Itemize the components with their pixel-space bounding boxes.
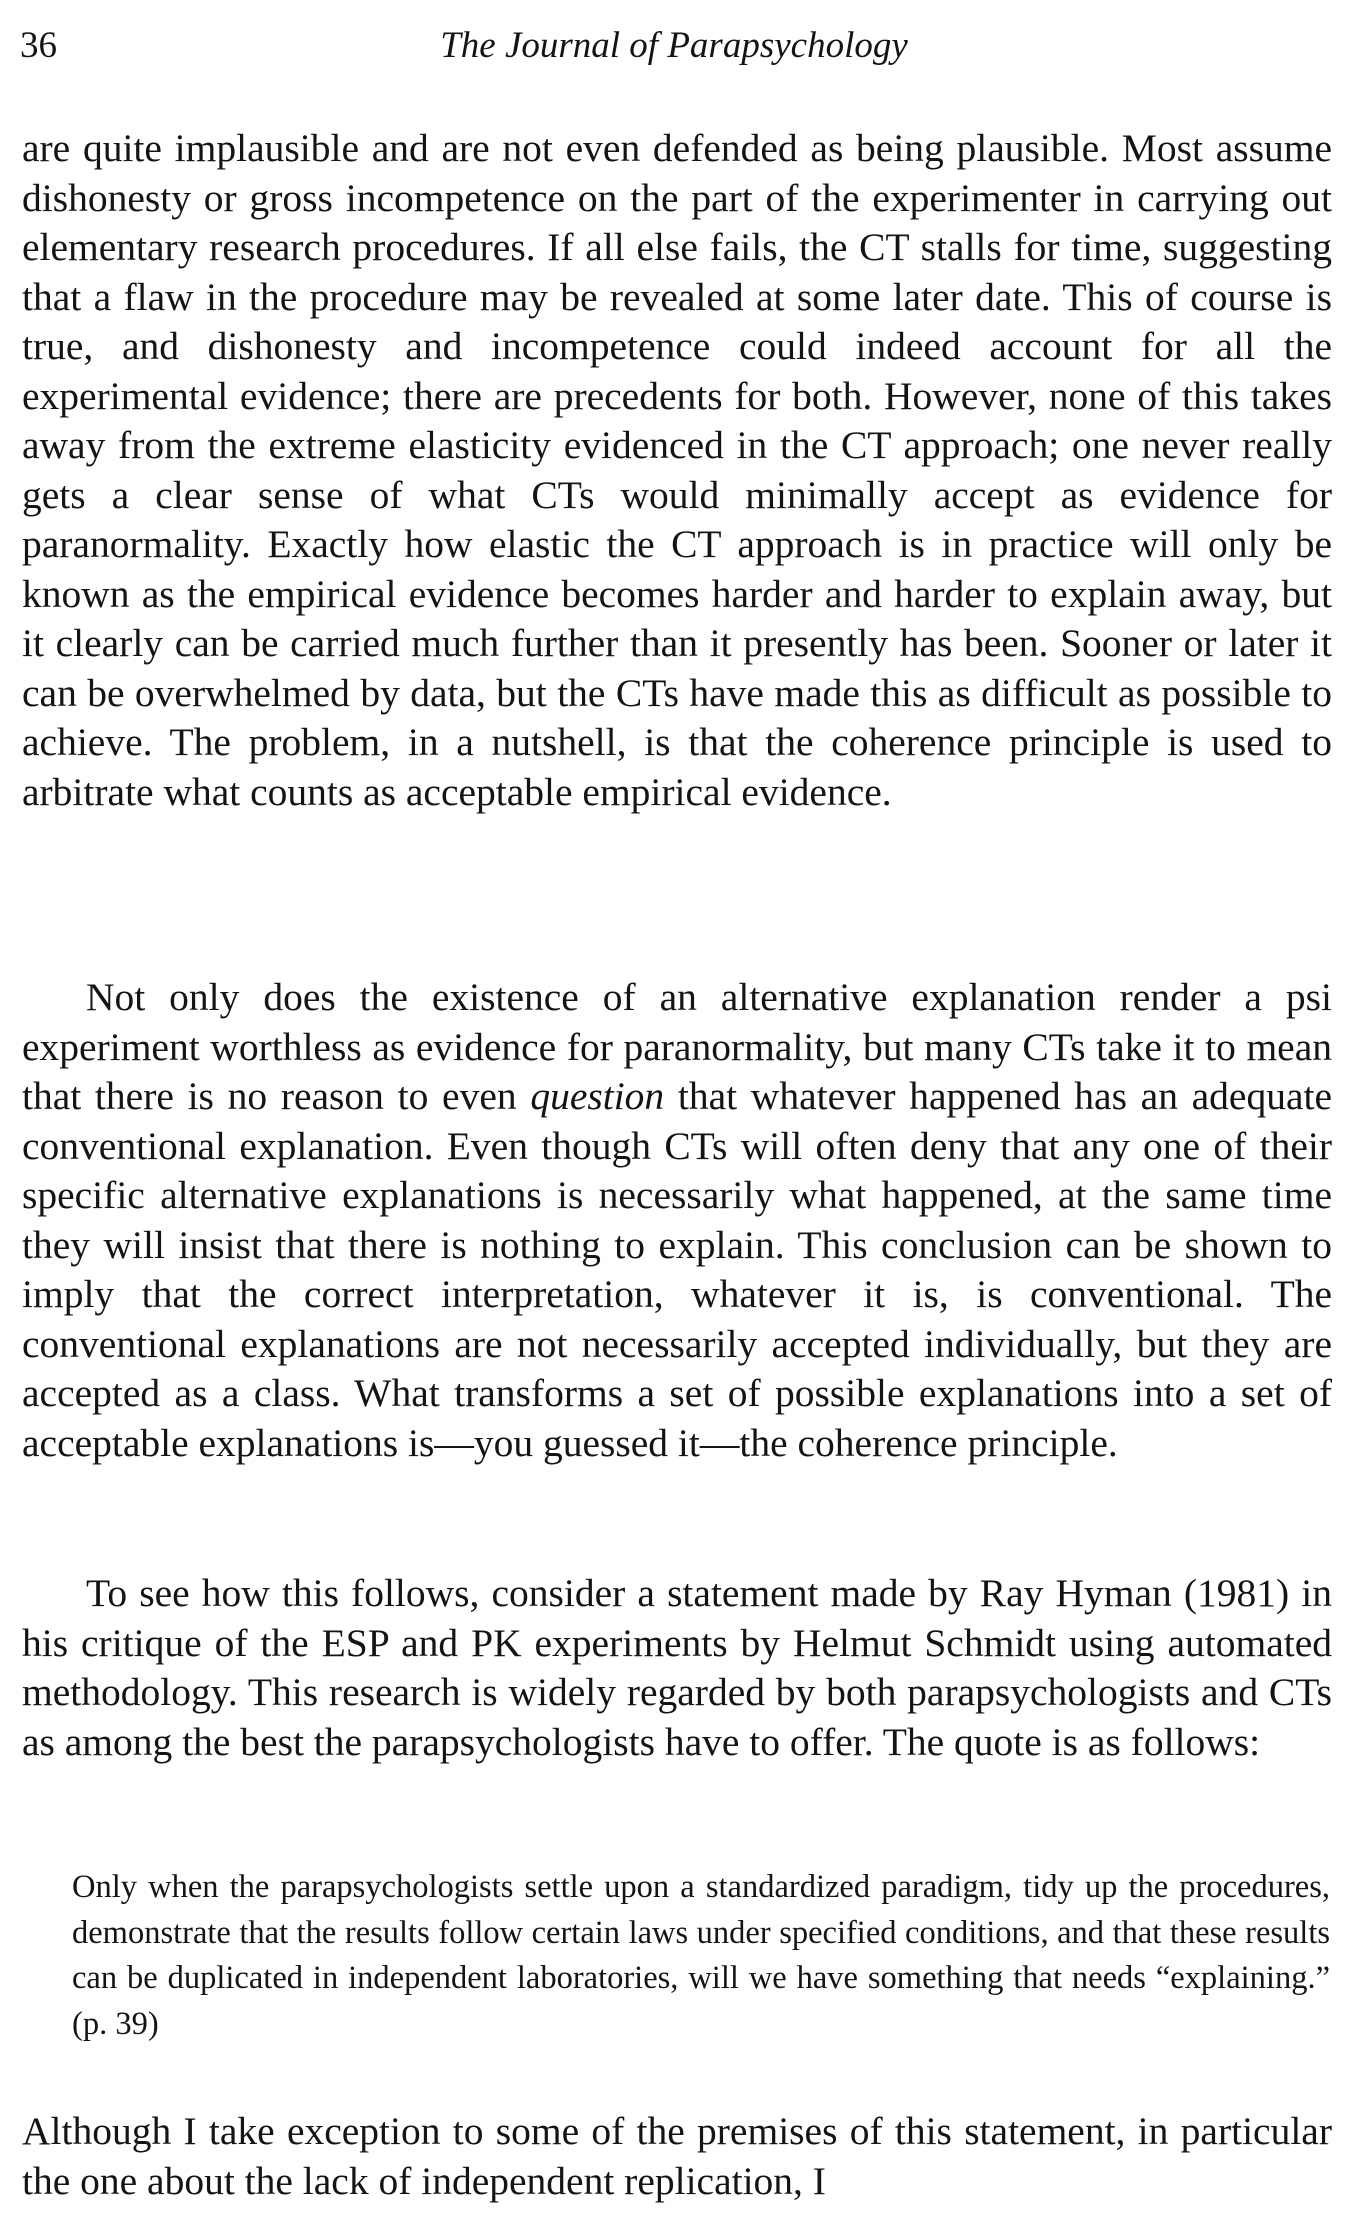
- paragraph-text: Although I take exception to some of the premises of this statement, in particular the one about the lack of independent replication, I: [22, 2109, 1332, 2203]
- block-quote: Only when the parapsychologists settle upon a standardized paradigm, tidy up the procedures, demonstrate that the results follow certain laws under specified conditions, and that these results can be duplicated in independent laboratories, will we have something that needs “explaining.” (p. 39): [72, 1869, 1330, 2042]
- paragraph-text: [22, 973, 1332, 1468]
- running-head: [0, 22, 1348, 72]
- body-paragraph-1: [22, 124, 1332, 817]
- emphasized-word: question: [530, 1074, 665, 1118]
- page-number: 36: [20, 25, 57, 66]
- body-paragraph-2: [22, 973, 1332, 1468]
- paragraph-segment: Not only does the existence of an alternative explanation render a psi experiment worthless as evidence for paranormality, but many CTs take it to mean that there is no reason to even: [22, 975, 1332, 1118]
- journal-title: The Journal of Parapsychology: [440, 25, 908, 66]
- body-paragraph-4: [22, 2107, 1332, 2206]
- paragraph-segment: that whatever happened has an adequate conventional explanation. Even though CTs will often deny that any one of their specific alternative explanations is necessarily what happened, at the same time they will insist that there is nothing to explain. This conclusion can be shown to imply that the correct interpretation, whatever it is, is conventional. The conventional explanations are not necessarily accepted individually, but they are accepted as a class. What transforms a set of possible explanations into a set of acceptable explanations is—you guessed it—the coherence principle.: [22, 1074, 1332, 1465]
- body-paragraph-3: [22, 1569, 1332, 1767]
- paragraph-text: To see how this follows, consider a statement made by Ray Hyman (1981) in his critique of the ESP and PK experiments by Helmut Schmidt using automated methodology. This research is widely regarded by both parapsychologists and CTs as among the best the parapsychologists have to offer. The quote is as follows:: [22, 1571, 1332, 1764]
- paragraph-text: are quite implausible and are not even defended as being plausible. Most assume dishonesty or gross incompetence on the part of the experimenter in carrying out elementary research procedures. If all else fails, the CT stalls for time, suggesting that a flaw in the procedure may be revealed at some later date. This of course is true, and dishonesty and incompetence could indeed account for all the experimental evidence; there are precedents for both. However, none of this takes away from the extreme elasticity evidenced in the CT approach; one never really gets a clear sense of what CTs would minimally accept as evidence for paranormality. Exactly how elastic the CT approach is in practice will only be known as the empirical evidence becomes harder and harder to explain away, but it clearly can be carried much further than it presently has been. Sooner or later it can be overwhelmed by data, but the CTs have made this as difficult as possible to achieve. The problem, in a nutshell, is that the coherence principle is used to arbitrate what counts as acceptable empirical evidence.: [22, 126, 1332, 814]
